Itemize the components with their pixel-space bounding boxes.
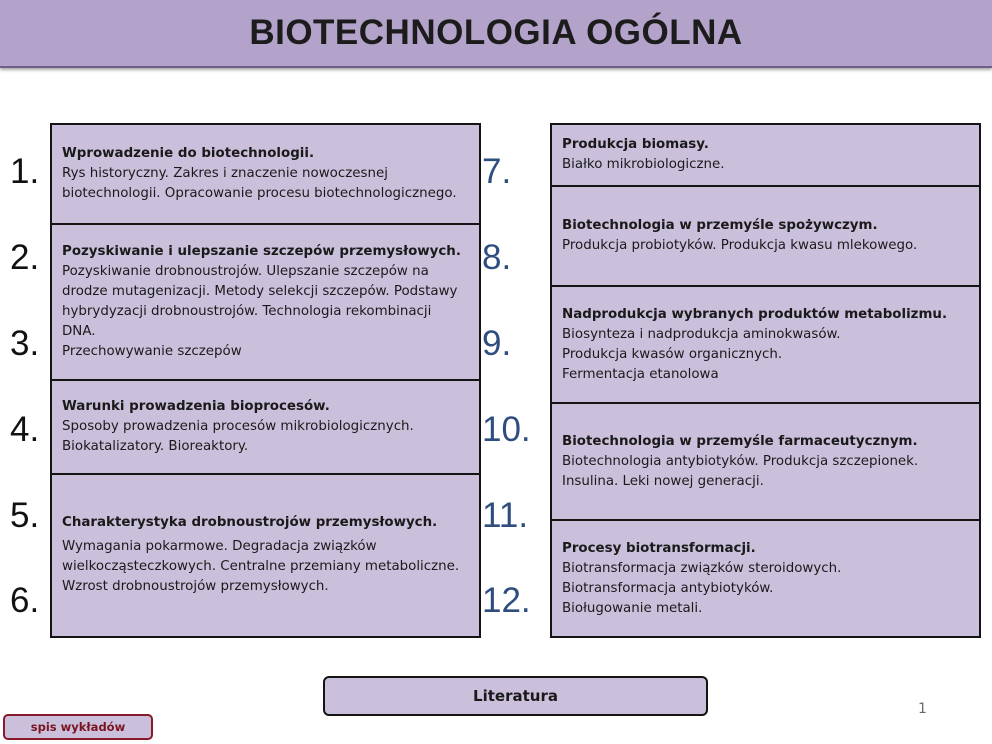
lecture-number-1: 1. — [10, 152, 40, 191]
topic-description: Biosynteza i nadprodukcja aminokwasów. Produkcja kwasów organicznych. Fermentacja etanolowa — [562, 326, 841, 382]
topic-description: Biotechnologia antybiotyków. Produkcja szczepionek. Insulina. Leki nowej generacji. — [562, 453, 919, 489]
lecture-number-3: 3. — [10, 324, 40, 363]
topic-heading: Biotechnologia w przemyśle farmaceutycznym. — [562, 433, 918, 449]
lecture-number-10: 10. — [482, 410, 531, 449]
topic-description: Sposoby prowadzenia procesów mikrobiologicznych. Biokatalizatory. Bioreaktory. — [62, 419, 414, 454]
page-number: 1 — [918, 701, 927, 717]
topic-heading: Biotechnologia w przemyśle spożywczym. — [562, 218, 878, 233]
topic-link-11-12[interactable] — [552, 521, 979, 636]
page-title: BIOTECHNOLOGIA OGÓLNA — [249, 13, 743, 52]
topic-heading: Wprowadzenie do biotechnologii. — [62, 146, 315, 161]
topic-link-10[interactable] — [552, 404, 979, 521]
literature-button[interactable]: Literatura — [323, 676, 708, 716]
left-topic-column — [50, 123, 481, 638]
title-bar — [0, 0, 992, 68]
topic-link-4[interactable] — [52, 381, 479, 475]
topic-heading: Warunki prowadzenia bioprocesów. — [62, 399, 330, 414]
lecture-number-4: 4. — [10, 410, 40, 449]
topic-link-2-3[interactable] — [52, 225, 479, 381]
right-topic-column — [550, 123, 981, 638]
topic-description: Rys historyczny. Zakres i znaczenie nowoczesnej biotechnologii. Opracowanie procesu biotechnologicznego. — [62, 166, 457, 201]
topic-description: Białko mikrobiologiczne. — [562, 157, 725, 172]
lecture-number-5: 5. — [10, 496, 40, 535]
topic-link-7[interactable] — [552, 125, 979, 187]
topic-heading: Pozyskiwanie i ulepszanie szczepów przemysłowych. — [62, 244, 461, 259]
topic-link-5-6[interactable] — [52, 475, 479, 636]
lecture-number-7: 7. — [482, 152, 512, 191]
topic-heading: Procesy biotransformacji. — [562, 540, 756, 556]
topic-link-1[interactable] — [52, 125, 479, 225]
topic-description: Produkcja probiotyków. Produkcja kwasu mlekowego. — [562, 238, 918, 253]
topic-link-8[interactable] — [552, 187, 979, 287]
lecture-list-button[interactable]: spis wykładów — [3, 714, 153, 740]
lecture-number-9: 9. — [482, 324, 512, 363]
topic-description: Pozyskiwanie drobnoustrojów. Ulepszanie szczepów na drodze mutagenizacji. Metody selekcji szczepów. Podstawy hybrydyzacji drobnoustrojów. Technologia rekombinacji DNA. Przechowywanie szczepów — [62, 264, 458, 359]
lecture-number-12: 12. — [482, 581, 531, 620]
topic-heading: Nadprodukcja wybranych produktów metabolizmu. — [562, 306, 948, 322]
lecture-number-2: 2. — [10, 238, 40, 277]
topic-heading: Charakterystyka drobnoustrojów przemysłowych. — [62, 515, 438, 530]
lecture-number-8: 8. — [482, 238, 512, 277]
topic-link-9[interactable] — [552, 287, 979, 404]
topic-description: Wymagania pokarmowe. Degradacja związków wielkocząsteczkowych. Centralne przemiany metaboliczne. Wzrost drobnoustrojów przemysłowych. — [62, 539, 460, 594]
topic-heading: Produkcja biomasy. — [562, 137, 709, 152]
lecture-number-11: 11. — [482, 496, 529, 535]
lecture-number-6: 6. — [10, 581, 40, 620]
topic-description: Biotransformacja związków steroidowych. Biotransformacja antybiotyków. Bioługowanie metali. — [562, 560, 842, 616]
